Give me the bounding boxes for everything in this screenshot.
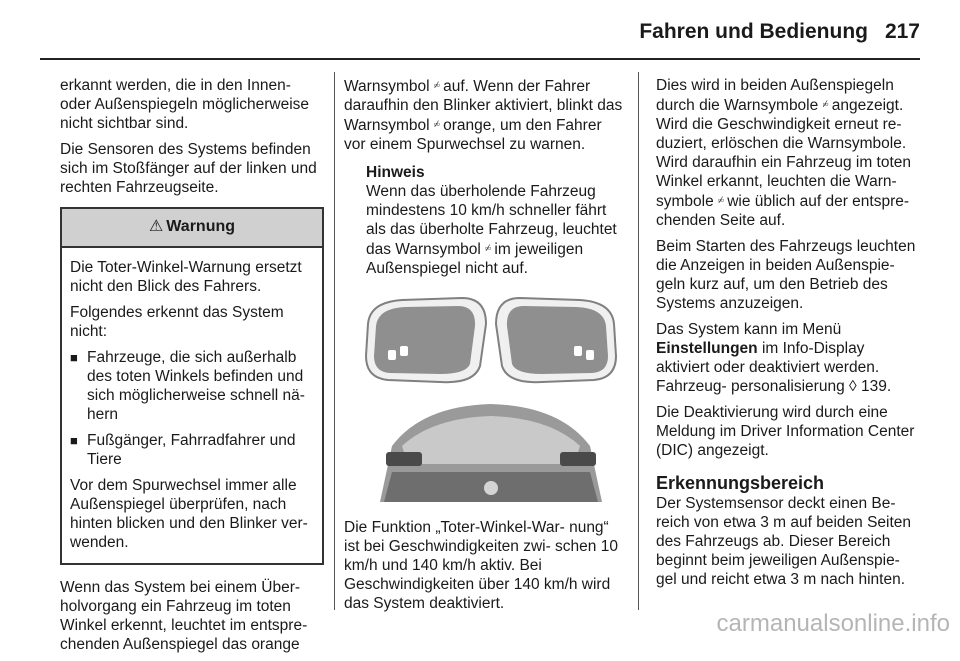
- blind-spot-warning-icon: [400, 346, 408, 356]
- text-run: angezeigt. Wird die Geschwindigkeit erneut re- duziert, erlöschen die Warnsymbole. Wird daraufhin ein Fahrzeug im toten Winkel erkannt, leuchten die Warn- symbole: [656, 97, 912, 210]
- page-header-title: Fahren und Bedienung: [639, 20, 868, 43]
- text-run: Warnsymbol: [344, 78, 430, 95]
- paragraph: [344, 76, 624, 154]
- text-run: auf. Wenn der Fahrer daraufhin den Blinker aktiviert, blinkt das Warnsymbol: [344, 78, 623, 134]
- column-1: [60, 76, 324, 661]
- text-run: im Info-Display aktiviert oder deaktiviert werden. Fahrzeug- personalisierung: [656, 340, 880, 395]
- watermark: carmanualsonline.info: [716, 610, 950, 637]
- column-2: [344, 76, 624, 278]
- warning-header: [62, 209, 322, 248]
- text-run: orange, um den Fahrer vor einem Spurwechsel zu warnen.: [344, 117, 602, 153]
- note-block: [344, 163, 624, 278]
- page-reference[interactable]: 139.: [860, 378, 892, 395]
- paragraph: erkannt werden, die in den Innen- oder Außenspiegeln möglicherweise nicht sichtbar sind.: [60, 77, 310, 132]
- text-run: im jeweiligen Außenspiegel nicht auf.: [366, 241, 584, 277]
- page-reference-arrow-icon: ◊: [849, 378, 857, 395]
- warning-box: [60, 207, 324, 565]
- menu-name: Einstellungen: [656, 340, 758, 357]
- header-divider: [40, 58, 920, 60]
- column-2-lower: [344, 518, 624, 620]
- warning-paragraph: Die Toter-Winkel-Warnung ersetzt nicht den Blick des Fahrers.: [70, 259, 302, 295]
- blind-spot-warning-icon: [388, 350, 396, 360]
- warning-title: Warnung: [166, 218, 236, 235]
- column-divider-2: [638, 72, 639, 610]
- warning-triangle-icon: ⚠: [148, 218, 164, 235]
- section-heading: Erkennungsbereich: [656, 473, 825, 493]
- warning-body: [62, 248, 322, 563]
- list-item: [70, 431, 314, 469]
- paragraph: Beim Starten des Fahrzeugs leuchten die Anzeigen in beiden Außenspie- geln kurz auf, um den Betrieb des Systems anzuzeigen.: [656, 238, 916, 312]
- paragraph: [656, 320, 922, 396]
- blind-spot-warning-icon: [574, 346, 582, 356]
- left-mirror-glass: [374, 306, 475, 374]
- warning-paragraph: Folgendes erkennt das System nicht:: [70, 304, 284, 340]
- list-item-text: Fahrzeuge, die sich außerhalb des toten Winkels befinden und sich möglicherweise schnell nä- hern: [87, 349, 305, 423]
- blind-spot-warning-icon: ▫⁄▫: [433, 80, 439, 90]
- bullet-square-icon: ■: [70, 350, 78, 365]
- paragraph: Die Deaktivierung wird durch eine Meldung im Driver Information Center (DIC) angezeigt.: [656, 404, 915, 459]
- note-title: Hinweis: [366, 164, 425, 181]
- right-mirror-glass: [507, 306, 608, 374]
- warning-paragraph: Vor dem Spurwechsel immer alle Außenspiegel überprüfen, nach hinten blicken und den Blinker ver- wenden.: [70, 477, 308, 551]
- list-item: [70, 348, 314, 424]
- text-run: Das System kann im Menü: [656, 321, 842, 338]
- emblem: [484, 481, 498, 495]
- note-text: [366, 182, 624, 278]
- list-item-text: Fußgänger, Fahrradfahrer und Tiere: [87, 432, 296, 468]
- paragraph: Die Sensoren des Systems befinden sich im Stoßfänger auf der linken und rechten Fahrzeugseite.: [60, 141, 317, 196]
- blind-spot-warning-icon: ▫⁄▫: [485, 243, 491, 253]
- paragraph: [656, 76, 922, 230]
- text-run: Dies wird in beiden Außenspiegeln durch die Warnsymbole: [656, 77, 894, 114]
- text-run: Wenn das überholende Fahrzeug mindestens 10 km/h schneller fährt als das überholte Fahrzeug, leuchtet das Warnsymbol: [366, 183, 617, 258]
- paragraph: Wenn das System bei einem Über- holvorgang ein Fahrzeug im toten Winkel erkennt, leuchtet im entspre- chenden Außenspiegel das orange: [60, 579, 308, 653]
- column-divider-1: [334, 72, 335, 610]
- page-number: 217: [884, 20, 920, 43]
- bullet-square-icon: ■: [70, 433, 78, 448]
- mirror-warning-illustration: [362, 296, 620, 502]
- blind-spot-warning-icon: [586, 350, 594, 360]
- tail-light-right: [560, 452, 596, 466]
- blind-spot-warning-icon: ▫⁄▫: [433, 119, 439, 129]
- blind-spot-warning-icon: ▫⁄▫: [718, 195, 723, 205]
- paragraph: Der Systemsensor deckt einen Be- reich von etwa 3 m auf beiden Seiten des Fahrzeugs ab. Dieser Bereich beginnt beim jeweiligen Außenspie- gel und reicht etwa 3 m nach hinten.: [656, 495, 912, 588]
- tail-light-left: [386, 452, 422, 466]
- text-run: wie üblich auf der entspre- chenden Seite auf.: [656, 193, 910, 229]
- column-3: [656, 76, 922, 596]
- blind-spot-warning-icon: ▫⁄▫: [822, 99, 828, 109]
- paragraph: Die Funktion „Toter-Winkel-War- nung“ ist bei Geschwindigkeiten zwi- schen 10 km/h und 140 km/h aktiv. Bei Geschwindigkeiten über 140 km/h wird das System deaktiviert.: [344, 519, 618, 612]
